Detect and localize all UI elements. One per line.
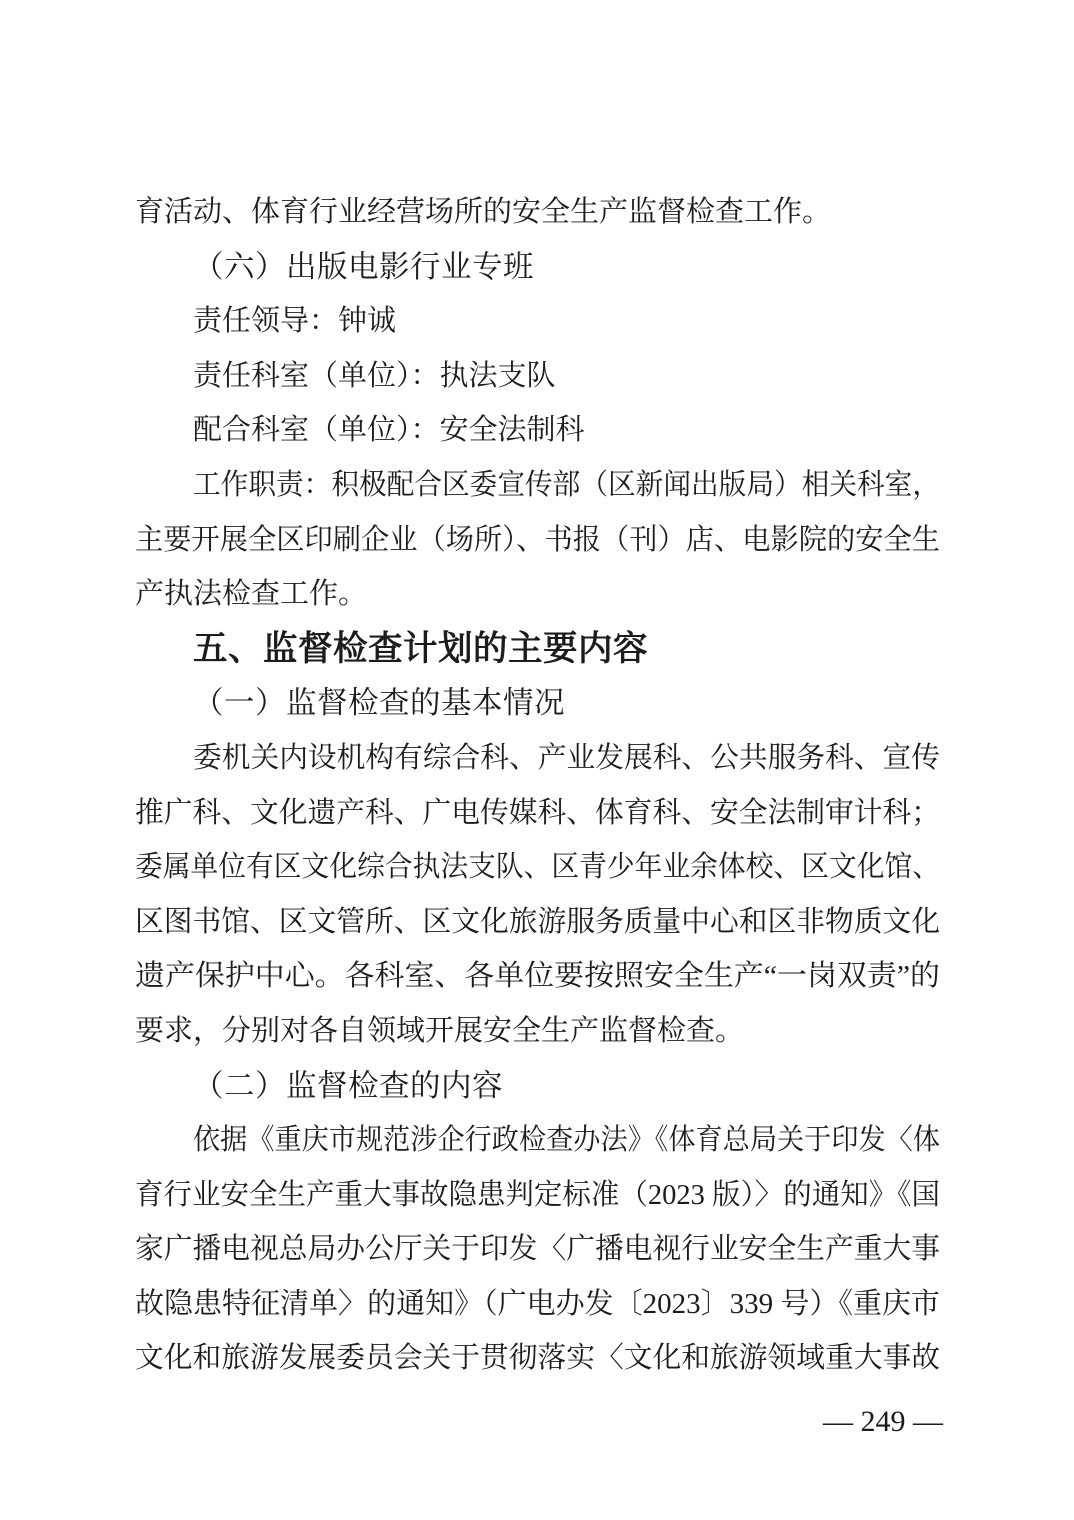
text-line-content: （六）出版电影行业专班 xyxy=(193,249,534,284)
text-line-content: 责任领导：钟诚 xyxy=(193,305,397,338)
subsection-heading xyxy=(135,676,940,731)
text-line xyxy=(135,840,940,895)
text-line xyxy=(135,1004,940,1059)
text-line-content: 区图书馆、区文管所、区文化旅游服务质量中心和区非物质文化 xyxy=(135,905,940,938)
text-line xyxy=(135,513,940,568)
text-line xyxy=(135,458,940,513)
document-body xyxy=(135,185,940,1386)
text-line-content: 育行业安全生产重大事故隐患判定标准（2023 版）〉的通知》《国 xyxy=(135,1178,940,1211)
subsection-heading xyxy=(135,240,940,295)
text-line-content: 主要开展全区印刷企业（场所）、书报（刊）店、电影院的安全生 xyxy=(135,523,940,556)
text-line xyxy=(135,294,940,349)
text-line xyxy=(135,786,940,841)
text-line-content: 产执法检查工作。 xyxy=(135,578,368,611)
text-line-content: 工作职责：积极配合区委宣传部（区新闻出版局）相关科室， xyxy=(193,468,940,501)
text-line-content: 委属单位有区文化综合执法支队、区青少年业余体校、区文化馆、 xyxy=(135,851,940,884)
text-line xyxy=(135,1277,940,1332)
text-line-content: 配合科室（单位）：安全法制科 xyxy=(193,414,585,447)
text-line xyxy=(135,1113,940,1168)
text-line xyxy=(135,1331,940,1386)
text-line-content: 依据《重庆市规范涉企行政检查办法》《体育总局关于印发〈体 xyxy=(193,1124,940,1157)
text-line-content: （一）监督检查的基本情况 xyxy=(193,686,565,721)
text-line-content: （二）监督检查的内容 xyxy=(193,1068,503,1103)
text-line-content: 家广播电视总局办公厅关于印发〈广播电视行业安全生产重大事 xyxy=(135,1233,940,1266)
text-line-content: 责任科室（单位）：执法支队 xyxy=(193,359,556,392)
page-number: — 249 — xyxy=(823,1405,943,1438)
text-line-content: 五、监督检查计划的主要内容 xyxy=(193,629,648,668)
subsection-heading xyxy=(135,1059,940,1114)
text-line xyxy=(135,567,940,622)
text-line-content: 委机关内设机构有综合科、产业发展科、公共服务科、宣传 xyxy=(193,741,940,774)
text-line-content: 要求，分别对各自领域开展安全生产监督检查。 xyxy=(135,1014,745,1047)
text-line-content: 故隐患特征清单〉的通知》（广电办发〔2023〕339 号）《重庆市 xyxy=(135,1287,940,1320)
text-line-content: 推广科、文化遗产科、广电传媒科、体育科、安全法制审计科； xyxy=(135,796,940,829)
text-line xyxy=(135,949,940,1004)
text-line-content: 遗产保护中心。各科室、各单位要按照安全生产“一岗双责”的 xyxy=(135,960,940,993)
text-line xyxy=(135,1222,940,1277)
text-line-content: 文化和旅游发展委员会关于贯彻落实〈文化和旅游领域重大事故 xyxy=(135,1342,940,1375)
text-line-content: 育活动、体育行业经营场所的安全生产监督检查工作。 xyxy=(135,196,832,228)
text-line xyxy=(135,185,940,240)
text-line xyxy=(135,895,940,950)
text-line xyxy=(135,403,940,458)
section-heading xyxy=(135,622,940,677)
text-line xyxy=(135,1168,940,1223)
text-line xyxy=(135,731,940,786)
text-line xyxy=(135,349,940,404)
